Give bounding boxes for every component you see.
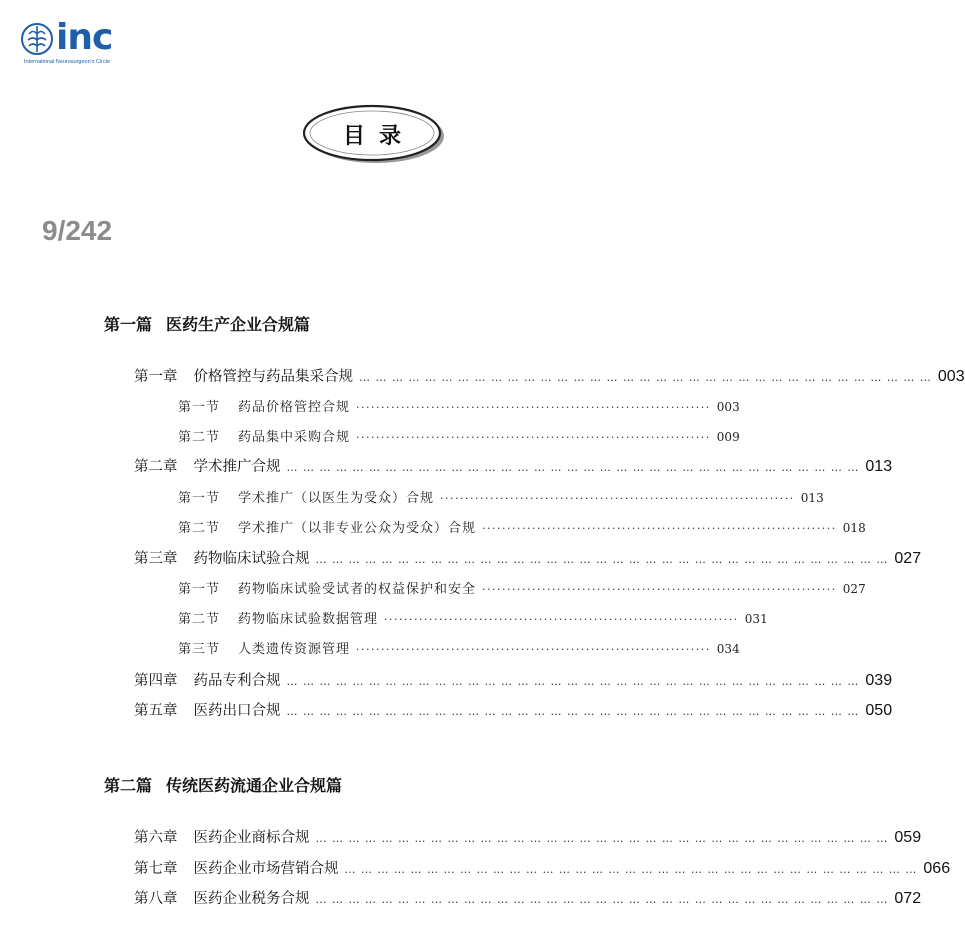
section-entry-label: 第二节 — [178, 521, 221, 536]
chapter-entry-title: 医药出口合规 — [193, 703, 281, 719]
inc-logo — [20, 17, 132, 70]
chapter-entry[interactable] — [134, 857, 951, 878]
chapter-entry-label: 第六章 — [134, 830, 178, 846]
chapter-entry-title: 学术推广合规 — [193, 459, 281, 475]
leader-dots: ······································································· — [356, 643, 711, 656]
part-label: 第一篇 — [104, 315, 153, 334]
section-entry-title: 药品价格管控合规 — [238, 400, 351, 415]
leader-dots: … … … … … … … … … … … … … … … … … … … … … … … … … … … … … … … … … … … — [286, 461, 860, 474]
section-entry-page-number: 013 — [800, 491, 824, 505]
section-entry-page-number: 027 — [842, 582, 866, 596]
leader-dots: ······································································· — [482, 583, 837, 596]
leader-dots: ······································································· — [482, 522, 837, 535]
chapter-entry-page-number: 072 — [894, 890, 922, 907]
chapter-entry-title: 药品专利合规 — [193, 673, 281, 689]
section-entry-title: 药物临床试验数据管理 — [238, 612, 379, 627]
chapter-entry-page-number: 027 — [894, 550, 922, 567]
section-entry-title: 药物临床试验受试者的权益保护和安全 — [238, 582, 477, 597]
chapter-entry-label: 第三章 — [134, 551, 178, 567]
chapter-entry[interactable] — [134, 699, 893, 720]
brain-icon — [20, 22, 54, 56]
chapter-entry-label: 第七章 — [134, 861, 178, 877]
section-entry-page-number: 034 — [716, 642, 740, 656]
leader-dots: … … … … … … … … … … … … … … … … … … … … … … … … … … … … … … … … … … … — [315, 832, 889, 845]
section-entry-title: 人类遗传资源管理 — [238, 642, 351, 657]
section-entry-page-number: 003 — [716, 400, 740, 414]
chapter-entry-label: 第一章 — [134, 369, 178, 385]
section-entry-page-number: 031 — [744, 612, 768, 626]
chapter-entry-page-number: 066 — [923, 860, 951, 877]
section-entry-title: 学术推广（以非专业公众为受众）合规 — [238, 521, 477, 536]
chapter-entry[interactable] — [134, 365, 965, 386]
chapter-entry-page-number: 059 — [894, 829, 922, 846]
chapter-entry[interactable] — [134, 826, 922, 847]
leader-dots: … … … … … … … … … … … … … … … … … … … … … … … … … … … … … … … … … … … — [315, 553, 889, 566]
contents-heading: 目录 — [342, 122, 415, 149]
chapter-entry-title: 医药企业市场营销合规 — [193, 861, 339, 877]
section-entry-page-number: 009 — [716, 430, 740, 444]
chapter-entry-page-number: 039 — [865, 672, 893, 689]
section-entry-label: 第三节 — [178, 642, 221, 657]
leader-dots: … … … … … … … … … … … … … … … … … … … … … … … … … … … … … … … … … … … — [359, 371, 932, 384]
section-entry-label: 第一节 — [178, 491, 221, 506]
chapter-entry-page-number: 013 — [865, 458, 893, 475]
section-entry[interactable] — [178, 487, 824, 506]
chapter-entry-page-number: 050 — [865, 702, 893, 719]
leader-dots: ······································································· — [356, 401, 711, 414]
chapter-entry-title: 医药企业商标合规 — [193, 830, 310, 846]
chapter-entry[interactable] — [134, 669, 893, 690]
chapter-entry-title: 医药企业税务合规 — [193, 891, 310, 907]
leader-dots: … … … … … … … … … … … … … … … … … … … … … … … … … … … … … … … … … … … — [315, 893, 889, 906]
chapter-entry-label: 第五章 — [134, 703, 178, 719]
leader-dots: ······································································· — [384, 613, 739, 626]
leader-dots: … … … … … … … … … … … … … … … … … … … … … … … … … … … … … … … … … … … — [286, 705, 860, 718]
section-entry-label: 第一节 — [178, 582, 221, 597]
part-title: 传统医药流通企业合规篇 — [166, 776, 343, 795]
part-heading — [104, 773, 342, 796]
logo-wordmark: inc — [56, 17, 113, 58]
leader-dots: ······································································· — [440, 492, 795, 505]
chapter-entry-title: 价格管控与药品集采合规 — [193, 369, 353, 385]
part-title: 医药生产企业合规篇 — [166, 315, 311, 334]
section-entry[interactable] — [178, 517, 866, 536]
section-entry[interactable] — [178, 396, 740, 415]
section-entry[interactable] — [178, 638, 740, 657]
chapter-entry-title: 药物临床试验合规 — [193, 551, 310, 567]
chapter-entry[interactable] — [134, 887, 922, 908]
chapter-entry[interactable] — [134, 547, 922, 568]
part-label: 第二篇 — [104, 776, 153, 795]
leader-dots: ······································································· — [356, 431, 711, 444]
section-entry-page-number: 018 — [842, 521, 866, 535]
logo-subtitle: International Neurosurgeon's Circle — [24, 59, 111, 65]
contents-heading-badge — [300, 103, 446, 165]
section-entry[interactable] — [178, 608, 768, 627]
leader-dots: … … … … … … … … … … … … … … … … … … … … … … … … … … … … … … … … … … … — [344, 863, 918, 876]
section-entry-title: 药品集中采购合规 — [238, 430, 351, 445]
chapter-entry-label: 第二章 — [134, 459, 178, 475]
section-entry[interactable] — [178, 426, 740, 445]
section-entry-label: 第一节 — [178, 400, 221, 415]
chapter-entry-page-number: 003 — [937, 368, 965, 385]
section-entry-label: 第二节 — [178, 430, 221, 445]
section-entry[interactable] — [178, 578, 866, 597]
section-entry-title: 学术推广（以医生为受众）合规 — [238, 491, 435, 506]
leader-dots: … … … … … … … … … … … … … … … … … … … … … … … … … … … … … … … … … … … — [286, 675, 860, 688]
chapter-entry[interactable] — [134, 455, 893, 476]
page-counter: 9/242 — [42, 215, 113, 246]
chapter-entry-label: 第八章 — [134, 891, 178, 907]
chapter-entry-label: 第四章 — [134, 673, 178, 689]
part-heading — [104, 312, 310, 335]
section-entry-label: 第二节 — [178, 612, 221, 627]
